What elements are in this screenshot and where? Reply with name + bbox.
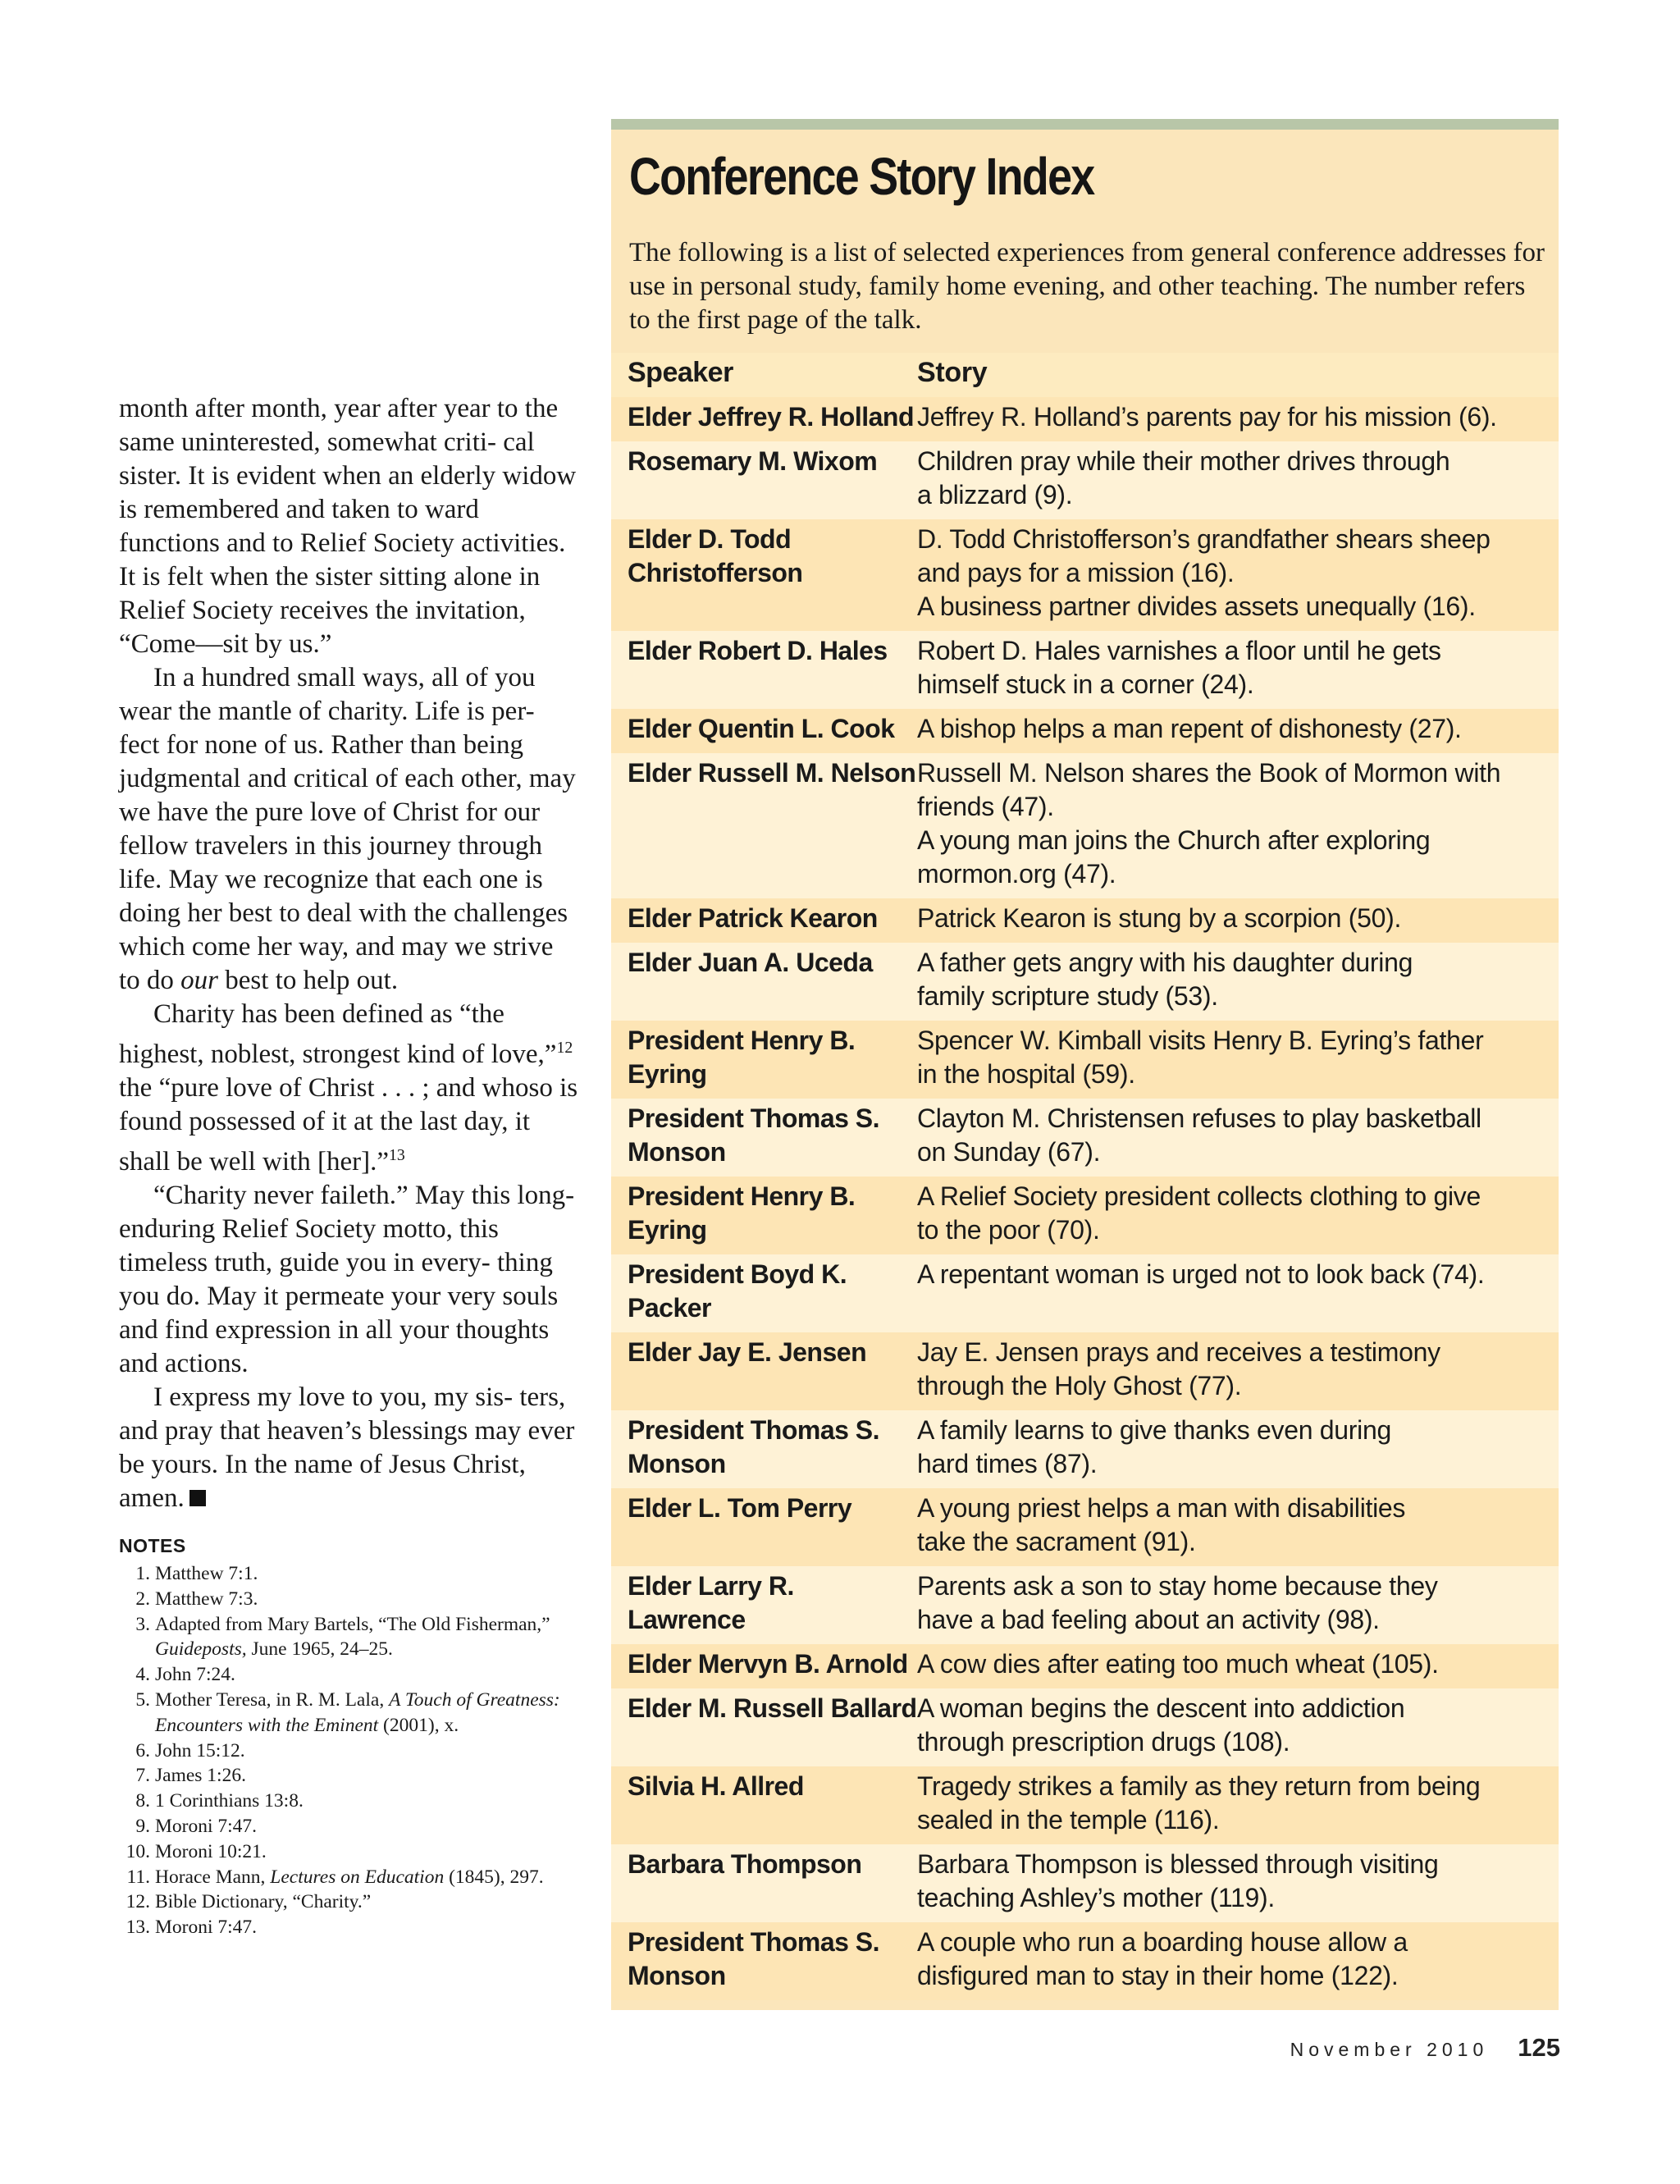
text-run: best to help out. bbox=[218, 966, 399, 995]
story-line: to the poor (70). bbox=[917, 1215, 1100, 1245]
story-line: Children pray while their mother drives through bbox=[917, 446, 1450, 476]
text-run: I express my love to you, my sis- ters, and pray that heaven’s blessings may ever be yours. In the name of Jesus Christ, amen. bbox=[119, 1382, 575, 1513]
text-run: the “pure love of Christ . . . ; and whoso is found possessed of it at the last day, it shall be well with [her].” bbox=[119, 1073, 578, 1177]
footnote-reference: 12 bbox=[556, 1039, 573, 1057]
note-number: 13. bbox=[126, 1917, 150, 1939]
note-number: 7. bbox=[135, 1765, 150, 1787]
table-row bbox=[611, 943, 1559, 1021]
speaker-cell bbox=[611, 1414, 917, 1481]
page-footer bbox=[1290, 2033, 1560, 2063]
story-line: family scripture study (53). bbox=[917, 981, 1218, 1011]
index-intro: The following is a list of selected experiences from general conference addresses for use in personal study, family home evening, and other teaching. The number refers to the first page of the talk. bbox=[629, 238, 1545, 335]
italic-text: Guideposts, bbox=[155, 1638, 247, 1661]
speaker-cell bbox=[611, 1180, 917, 1247]
note-item bbox=[119, 1814, 578, 1839]
story-line: Spencer W. Kimball visits Henry B. Eyring’s father bbox=[917, 1026, 1484, 1055]
speaker-cell bbox=[611, 756, 917, 891]
table-header-row bbox=[611, 353, 1559, 397]
text-run: June 1965, 24–25. bbox=[246, 1638, 393, 1661]
note-number: 11. bbox=[126, 1866, 150, 1888]
note-number: 4. bbox=[135, 1664, 150, 1686]
story-cell bbox=[917, 1258, 1559, 1325]
text-run: In a hundred small ways, all of you wear the mantle of charity. Life is per- fect for none of us. Rather than being judgmental and critical of each other, may we have the pure love of Christ for our fellow travelers in this journey through life. May we recognize that each one is doing her best to deal with the challenges which come her way, and may we strive to do bbox=[119, 663, 576, 995]
speaker-name-line: Elder Quentin L. Cook bbox=[628, 714, 895, 743]
note-text bbox=[155, 1814, 578, 1839]
text-run: Adapted from Mary Bartels, “The Old Fisherman,” bbox=[155, 1613, 550, 1635]
story-line: A Relief Society president collects clothing to give bbox=[917, 1181, 1481, 1211]
table-body bbox=[611, 397, 1559, 2000]
text-run: “Charity never faileth.” May this long-enduring Relief Society motto, this timeless truth, guide you in every- thing you do. May it permeate your very souls and find expression in all your thoughts and actions. bbox=[119, 1181, 575, 1378]
story-line: sealed in the temple (116). bbox=[917, 1805, 1220, 1834]
conference-story-index bbox=[611, 119, 1559, 2010]
story-line: A young priest helps a man with disabilities bbox=[917, 1493, 1406, 1523]
end-mark-icon bbox=[189, 1490, 206, 1506]
speaker-cell bbox=[611, 634, 917, 701]
text-run: Matthew 7:3. bbox=[155, 1588, 258, 1610]
speaker-name-line: Silvia H. Allred bbox=[628, 1771, 804, 1801]
speaker-name-line: Elder Robert D. Hales bbox=[628, 636, 888, 665]
note-item bbox=[119, 1839, 578, 1865]
note-number: 10. bbox=[126, 1840, 150, 1862]
speaker-name-line: Elder Jay E. Jensen bbox=[628, 1337, 867, 1367]
text-run: Charity has been defined as “the highest, noblest, strongest kind of love,” bbox=[119, 999, 557, 1069]
story-line: Clayton M. Christensen refuses to play basketball bbox=[917, 1103, 1481, 1133]
story-line: A young man joins the Church after exploring bbox=[917, 825, 1431, 855]
speaker-name-line: Rosemary M. Wixom bbox=[628, 446, 878, 476]
story-cell bbox=[917, 1692, 1559, 1759]
speaker-cell bbox=[611, 1336, 917, 1403]
speaker-cell bbox=[611, 946, 917, 1013]
text-run: Moroni 7:47. bbox=[155, 1917, 258, 1939]
note-item bbox=[119, 1889, 578, 1915]
speaker-name-line: President Thomas S. bbox=[628, 1103, 880, 1133]
speaker-cell bbox=[611, 1926, 917, 1993]
story-cell bbox=[917, 1569, 1559, 1637]
story-line: teaching Ashley’s mother (119). bbox=[917, 1883, 1275, 1912]
story-cell bbox=[917, 1024, 1559, 1091]
speaker-cell bbox=[611, 1692, 917, 1759]
story-line: friends (47). bbox=[917, 792, 1054, 821]
article-paragraph bbox=[119, 998, 578, 1179]
page-number: 125 bbox=[1518, 2033, 1560, 2062]
speaker-cell bbox=[611, 523, 917, 624]
article-paragraph bbox=[119, 661, 578, 998]
speaker-cell bbox=[611, 1258, 917, 1325]
speaker-cell bbox=[611, 902, 917, 935]
table-row bbox=[611, 1644, 1559, 1688]
italic-text: Lectures on Education bbox=[270, 1866, 445, 1888]
story-line: in the hospital (59). bbox=[917, 1059, 1135, 1089]
speaker-cell bbox=[611, 400, 917, 434]
story-line: himself stuck in a corner (24). bbox=[917, 669, 1254, 699]
speaker-name-line: Christofferson bbox=[628, 558, 803, 587]
story-line: A cow dies after eating too much wheat (105). bbox=[917, 1649, 1439, 1679]
story-cell bbox=[917, 1647, 1559, 1681]
story-line: Patrick Kearon is stung by a scorpion (50). bbox=[917, 903, 1402, 933]
speaker-name-line: Elder Juan A. Uceda bbox=[628, 948, 873, 977]
speaker-name-line: Monson bbox=[628, 1137, 726, 1167]
story-line: take the sacrament (91). bbox=[917, 1527, 1196, 1556]
table-row bbox=[611, 1766, 1559, 1844]
story-line: Tragedy strikes a family as they return from being bbox=[917, 1771, 1481, 1801]
italic-text: our bbox=[180, 966, 219, 995]
table-row bbox=[611, 1844, 1559, 1922]
story-line: Barbara Thompson is blessed through visiting bbox=[917, 1849, 1439, 1879]
note-number: 2. bbox=[135, 1588, 150, 1610]
note-item bbox=[119, 1688, 578, 1739]
speaker-name-line: Elder Jeffrey R. Holland bbox=[628, 402, 914, 432]
note-text bbox=[155, 1889, 578, 1915]
speaker-name-line: Barbara Thompson bbox=[628, 1849, 862, 1879]
story-line: a blizzard (9). bbox=[917, 480, 1073, 509]
speaker-name-line: Elder Russell M. Nelson bbox=[628, 758, 916, 788]
story-line: Jeffrey R. Holland’s parents pay for his mission (6). bbox=[917, 402, 1497, 432]
story-cell bbox=[917, 1492, 1559, 1559]
speaker-name-line: Elder D. Todd bbox=[628, 524, 792, 554]
text-run: Mother Teresa, in R. M. Lala, bbox=[155, 1688, 390, 1711]
note-text bbox=[155, 1839, 578, 1865]
table-row bbox=[611, 397, 1559, 441]
story-index-table bbox=[611, 353, 1559, 2000]
story-cell bbox=[917, 1848, 1559, 1915]
speaker-cell bbox=[611, 445, 917, 512]
story-cell bbox=[917, 445, 1559, 512]
note-text bbox=[155, 1739, 578, 1764]
story-line: disfigured man to stay in their home (122). bbox=[917, 1961, 1399, 1990]
note-item bbox=[119, 1915, 578, 1940]
table-row bbox=[611, 1254, 1559, 1332]
speaker-name-line: Monson bbox=[628, 1961, 726, 1990]
table-row bbox=[611, 1021, 1559, 1099]
table-row bbox=[611, 1332, 1559, 1410]
note-text bbox=[155, 1763, 578, 1789]
table-row bbox=[611, 1099, 1559, 1177]
story-cell bbox=[917, 902, 1559, 935]
story-cell bbox=[917, 1926, 1559, 1993]
story-cell bbox=[917, 1770, 1559, 1837]
story-cell bbox=[917, 1102, 1559, 1169]
story-line: and pays for a mission (16). bbox=[917, 558, 1235, 587]
note-item bbox=[119, 1662, 578, 1688]
story-cell bbox=[917, 634, 1559, 701]
text-run: Moroni 7:47. bbox=[155, 1815, 258, 1837]
story-cell bbox=[917, 400, 1559, 434]
table-row bbox=[611, 1688, 1559, 1766]
note-item bbox=[119, 1865, 578, 1890]
table-row bbox=[611, 441, 1559, 519]
note-item bbox=[119, 1789, 578, 1814]
speaker-name-line: President Boyd K. Packer bbox=[628, 1259, 847, 1323]
article-paragraph bbox=[119, 1179, 578, 1381]
story-line: D. Todd Christofferson’s grandfather shears sheep bbox=[917, 524, 1491, 554]
note-text bbox=[155, 1561, 578, 1587]
speaker-name-line: Elder M. Russell Ballard bbox=[628, 1693, 917, 1723]
story-cell bbox=[917, 1180, 1559, 1247]
note-item bbox=[119, 1612, 578, 1663]
note-text bbox=[155, 1688, 578, 1739]
speaker-name-line: Elder Mervyn B. Arnold bbox=[628, 1649, 908, 1679]
speaker-name-line: Monson bbox=[628, 1449, 726, 1478]
article-paragraph bbox=[119, 1381, 578, 1515]
story-line: A bishop helps a man repent of dishonesty (27). bbox=[917, 714, 1462, 743]
story-column-header: Story bbox=[917, 357, 988, 388]
note-text bbox=[155, 1587, 578, 1612]
story-cell bbox=[917, 1336, 1559, 1403]
note-number: 9. bbox=[135, 1815, 150, 1837]
text-run: (1845), 297. bbox=[444, 1866, 544, 1888]
story-line: through prescription drugs (108). bbox=[917, 1727, 1290, 1757]
note-item bbox=[119, 1587, 578, 1612]
footnote-reference: 13 bbox=[388, 1146, 405, 1164]
story-line: A family learns to give thanks even during bbox=[917, 1415, 1391, 1445]
note-item bbox=[119, 1561, 578, 1587]
speaker-cell bbox=[611, 1770, 917, 1837]
article-paragraph bbox=[119, 392, 578, 661]
story-line: A business partner divides assets unequally (16). bbox=[917, 592, 1476, 621]
story-line: have a bad feeling about an activity (98). bbox=[917, 1605, 1380, 1634]
story-cell bbox=[917, 1414, 1559, 1481]
speaker-name-line: Elder L. Tom Perry bbox=[628, 1493, 852, 1523]
story-cell bbox=[917, 712, 1559, 746]
text-run: John 7:24. bbox=[155, 1664, 235, 1686]
text-run: Horace Mann, bbox=[155, 1866, 271, 1888]
note-text bbox=[155, 1662, 578, 1688]
story-line: Parents ask a son to stay home because they bbox=[917, 1571, 1438, 1601]
table-row bbox=[611, 519, 1559, 631]
table-row bbox=[611, 898, 1559, 943]
table-row bbox=[611, 709, 1559, 753]
story-line: A father gets angry with his daughter during bbox=[917, 948, 1413, 977]
index-title: Conference Story Index bbox=[629, 147, 1094, 206]
speaker-column-header: Speaker bbox=[628, 357, 733, 388]
note-text bbox=[155, 1612, 578, 1663]
note-text bbox=[155, 1789, 578, 1814]
speaker-cell bbox=[611, 1102, 917, 1169]
text-run: Bible Dictionary, “Charity.” bbox=[155, 1891, 372, 1913]
table-row bbox=[611, 631, 1559, 709]
story-line: through the Holy Ghost (77). bbox=[917, 1371, 1242, 1400]
story-cell bbox=[917, 756, 1559, 891]
story-line: Robert D. Hales varnishes a floor until he gets bbox=[917, 636, 1441, 665]
note-number: 12. bbox=[126, 1891, 150, 1913]
speaker-name-line: President Thomas S. bbox=[628, 1415, 880, 1445]
story-line: mormon.org (47). bbox=[917, 859, 1116, 889]
table-row bbox=[611, 1922, 1559, 2000]
magazine-issue: November 2010 bbox=[1290, 2039, 1489, 2060]
table-row bbox=[611, 1488, 1559, 1566]
note-item bbox=[119, 1763, 578, 1789]
notes-heading: NOTES bbox=[119, 1535, 186, 1556]
story-line: Jay E. Jensen prays and receives a testimony bbox=[917, 1337, 1440, 1367]
text-run: 1 Corinthians 13:8. bbox=[155, 1790, 304, 1812]
note-number: 5. bbox=[135, 1688, 150, 1711]
note-text bbox=[155, 1915, 578, 1940]
speaker-name-line: Elder Patrick Kearon bbox=[628, 903, 878, 933]
table-row bbox=[611, 1410, 1559, 1488]
story-line: on Sunday (67). bbox=[917, 1137, 1101, 1167]
italic-text: A Touch of Greatness: Encounters with the Eminent bbox=[155, 1688, 560, 1736]
speaker-cell bbox=[611, 1569, 917, 1637]
speaker-name-line: President Henry B. Eyring bbox=[628, 1026, 856, 1089]
text-run: (2001), x. bbox=[378, 1714, 459, 1736]
story-line: A woman begins the descent into addiction bbox=[917, 1693, 1405, 1723]
speaker-name-line: President Thomas S. bbox=[628, 1927, 880, 1957]
note-number: 3. bbox=[135, 1613, 150, 1635]
note-item bbox=[119, 1739, 578, 1764]
table-row bbox=[611, 1177, 1559, 1254]
table-row bbox=[611, 1566, 1559, 1644]
story-cell bbox=[917, 946, 1559, 1013]
speaker-cell bbox=[611, 1848, 917, 1915]
speaker-cell bbox=[611, 1647, 917, 1681]
speaker-cell bbox=[611, 1492, 917, 1559]
story-line: A repentant woman is urged not to look back (74). bbox=[917, 1259, 1485, 1289]
story-line: A couple who run a boarding house allow a bbox=[917, 1927, 1408, 1957]
note-number: 1. bbox=[135, 1563, 150, 1584]
text-run: James 1:26. bbox=[155, 1765, 246, 1787]
speaker-cell bbox=[611, 712, 917, 746]
table-row bbox=[611, 753, 1559, 898]
story-line: hard times (87). bbox=[917, 1449, 1098, 1478]
story-cell bbox=[917, 523, 1559, 624]
text-run: John 15:12. bbox=[155, 1739, 245, 1761]
speaker-name-line: President Henry B. Eyring bbox=[628, 1181, 856, 1245]
note-number: 8. bbox=[135, 1790, 150, 1812]
story-line: Russell M. Nelson shares the Book of Mormon with bbox=[917, 758, 1501, 788]
speaker-cell bbox=[611, 1024, 917, 1091]
notes-list bbox=[119, 1561, 578, 1940]
text-run: month after month, year after year to the same uninterested, somewhat criti- cal sister. It is evident when an elderly widow is remembered and taken to ward functions and to Relief Society activities. It is felt when the sister sitting alone in Relief Society receives the invitation, “Come—sit by us.” bbox=[119, 394, 577, 659]
text-run: Moroni 10:21. bbox=[155, 1840, 267, 1862]
article-body bbox=[119, 392, 578, 1515]
text-run: Matthew 7:1. bbox=[155, 1563, 258, 1584]
speaker-name-line: Elder Larry R. Lawrence bbox=[628, 1571, 794, 1634]
note-text bbox=[155, 1865, 578, 1890]
note-number: 6. bbox=[135, 1739, 150, 1761]
article-continuation bbox=[119, 392, 578, 1940]
